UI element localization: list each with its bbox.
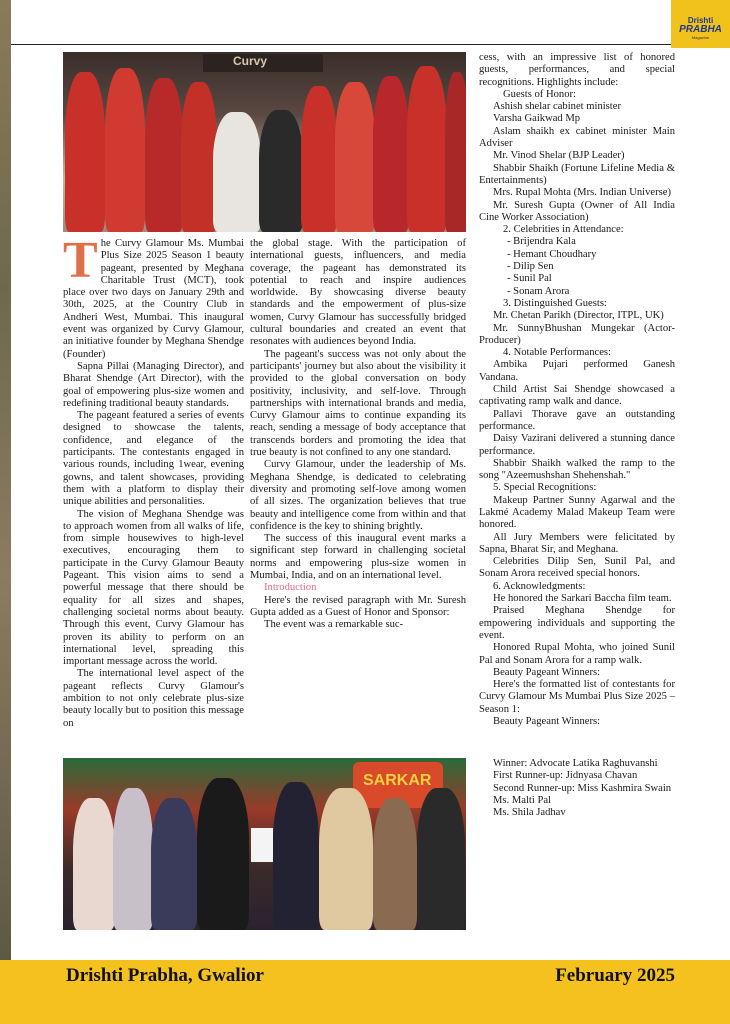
- highlight-line: Child Artist Sai Shendge showcased a captivating ramp walk and dance.: [479, 384, 675, 408]
- footer-date: February 2025: [555, 965, 675, 986]
- paragraph: The international level aspect of the pageant reflects Curvy Glamour's ambition to not only celebrate plus-size beauty locally but to position this message on: [63, 668, 244, 729]
- highlight-line: Beauty Pageant Winners:: [493, 666, 601, 678]
- highlight-line: - Hemant Choudhary: [507, 248, 597, 260]
- contestant-figure: [445, 72, 466, 232]
- event-group-photo: [63, 52, 466, 232]
- highlight-line: 3. Distinguished Guests:: [503, 297, 607, 309]
- highlight-line: Mr. Suresh Gupta (Owner of All India Cine Worker Association): [479, 199, 675, 223]
- logo-word-prabha: PRABHA: [679, 24, 722, 35]
- attendee-figure: [113, 788, 153, 930]
- logo-word-drishti: Drishti: [687, 16, 714, 25]
- section-heading-introduction: Introduction: [264, 582, 317, 594]
- contestant-figure: [65, 72, 105, 232]
- highlight-line: - Sonam Arora: [507, 285, 570, 297]
- highlight-line: - Brijendra Kala: [507, 236, 576, 248]
- footer-publication: Drishti Prabha, Gwalior: [66, 965, 264, 986]
- highlight-line: Beauty Pageant Winners:: [493, 716, 601, 728]
- attendee-figure: [319, 788, 373, 930]
- highlight-line: Honored Rupal Mohta, who joined Sunil Pal and Sonam Arora for a ramp walk.: [479, 642, 675, 666]
- attendee-figure: [197, 778, 249, 930]
- contestant-figure: [181, 82, 217, 232]
- paragraph: The pageant featured a series of events designed to showcase the talents, confidence, and elegance of the participants. The contestants engaged in various rounds, including 1wear, evening gowns, and talent showcases, providing them with a platform to display their unique abilities and personalities.: [63, 410, 244, 508]
- magazine-logo: [671, 0, 730, 48]
- attendee-figure: [417, 788, 465, 930]
- paragraph: Curvy Glamour, under the leadership of Ms. Meghana Shendge, is dedicated to celebrating diversity and promoting self-love among women of all sizes. The organization believes that true beauty and intelligence come from within and that confidence is the key to shining brightly.: [250, 459, 466, 532]
- attendee-figure: [273, 782, 319, 930]
- paragraph: The vision of Meghana Shendge was to approach women from all walks of life, from simple housewives to high-level executives, encouraging them to participate in the Curvy Glamour Beauty Pageant. This vision aims to send a powerful message that there should be equality for all sizes and shapes, challenging societal norms about beauty. Through this event, Curvy Glamour has proven its ability to perform on an international level, spreading this important message across the world.: [63, 508, 244, 668]
- attendee-figure: [151, 798, 197, 930]
- paragraph: Sapna Pillai (Managing Director), and Bharat Shendge (Art Director), with the goal of empowering plus-size women and redefining traditional beauty standards.: [63, 360, 244, 409]
- drop-cap: T: [63, 232, 98, 289]
- paragraph: The success of this inaugural event marks a significant step forward in challenging societal norms and empowering plus-size women in Mumbai, India, and on an international level.: [250, 533, 466, 582]
- stage-banner-text: Curvy: [233, 54, 268, 68]
- winner-line: Winner: Advocate Latika Raghuvanshi: [493, 758, 658, 769]
- highlight-line: Aslam shaikh ex cabinet minister Main Adviser: [479, 125, 675, 150]
- contestant-figure: [105, 68, 145, 232]
- highlight-line: - Sunil Pal: [507, 273, 552, 285]
- award-certificate: [251, 828, 273, 862]
- highlight-line: Varsha Gaikwad Mp: [493, 113, 581, 125]
- highlight-line: Guests of Honor:: [503, 88, 576, 100]
- highlight-line: cess, with an impressive list of honored guests, performances, and special recognitions. Highlights include:: [479, 52, 675, 88]
- contestant-figure: [301, 86, 337, 232]
- highlight-line: Mr. Vinod Shelar (BJP Leader): [493, 150, 625, 162]
- page-edge-photo-strip: [0, 0, 11, 960]
- header-rule: [11, 44, 671, 45]
- highlight-line: Shabbir Shaikh (Fortune Lifeline Media & Entertainments): [479, 162, 675, 186]
- highlight-line: Here's the formatted list of contestants for Curvy Glamour Ms Mumbai Plus Size 2025 – Season 1:: [479, 679, 675, 715]
- attendee-figure: [373, 798, 417, 930]
- paragraph: he Curvy Glamour Ms. Mumbai Plus Size 2025 Season 1 beauty pageant, presented by Meghana Charitable Trust (MCT), took place over two days on January 29th and 30th, 2025, at the Country Club in Andheri West, Mumbai. This inaugural event was organized by Curvy Glamour, an initiative founder by Meghana Shendge (Founder): [63, 238, 244, 360]
- highlight-line: Mr. SunnyBhushan Mungekar (Actor-Producer): [479, 322, 675, 346]
- contestant-figure: [145, 78, 183, 232]
- contestant-figure: [335, 82, 375, 232]
- highlight-line: Makeup Partner Sunny Agarwal and the Lakmé Academy Malad Makeup Team were honored.: [479, 494, 675, 531]
- paragraph: the global stage. With the participation of international guests, influencers, and media coverage, the pageant has demonstrated its potential to reach and inspire audiences worldwide. By showcasing diverse beauty standards and the empowerment of plus-size women, Curvy Glamour has successfully bridged cultural boundaries and created an event that resonates with audiences beyond India.: [250, 238, 466, 348]
- highlight-line: 5. Special Recognitions:: [493, 482, 597, 494]
- contestant-figure: [373, 76, 409, 232]
- highlight-line: Mr. Chetan Parikh (Director, ITPL, UK): [493, 310, 664, 322]
- article-column-1: [63, 232, 244, 730]
- winners-list: [479, 758, 675, 819]
- contestant-figure: [407, 66, 447, 232]
- highlight-line: Shabbir Shaikh walked the ramp to the song "Azeemushshan Shehenshah.": [479, 457, 675, 482]
- highlight-line: Praised Meghana Shendge for empowering individuals and supporting the event.: [479, 605, 675, 641]
- winner-line: Ms. Shila Jadhav: [493, 807, 566, 819]
- winner-line: Second Runner-up: Miss Kashmira Swain: [493, 782, 672, 794]
- highlight-line: He honored the Sarkari Baccha film team.: [493, 593, 672, 605]
- highlight-line: - Dilip Sen: [507, 261, 554, 273]
- logo-tagline: Magazine: [691, 35, 710, 40]
- attendee-figure: [73, 798, 115, 930]
- page-footer: [0, 960, 730, 1024]
- winner-line: First Runner-up: Jidnyasa Chavan: [493, 770, 638, 782]
- highlight-line: Mrs. Rupal Mohta (Mrs. Indian Universe): [493, 187, 672, 199]
- highlight-line: Daisy Vazirani delivered a stunning dance performance.: [479, 433, 675, 457]
- award-ceremony-photo: [63, 758, 466, 930]
- highlight-line: 4. Notable Performances:: [503, 347, 611, 359]
- highlight-line: Pallavi Thorave gave an outstanding performance.: [479, 408, 675, 432]
- paragraph: The event was a remarkable suc-: [264, 619, 404, 631]
- winner-white-gown: [213, 112, 261, 232]
- guest-figure: [259, 110, 303, 232]
- article-column-3: [479, 52, 675, 728]
- highlight-line: All Jury Members were felicitated by Sapna, Bharat Sir, and Meghana.: [479, 531, 675, 555]
- paragraph: The pageant's success was not only about the participants' journey but also about the visibility it provided to the global conversation on body positivity, inclusivity, and self-love. Through partnerships with international brands and media, Curvy Glamour aims to continue expanding its reach, sending a message of body acceptance that transcends borders and promoting the idea that true beauty is not confined to any one standard.: [250, 348, 466, 459]
- highlight-line: Ambika Pujari performed Ganesh Vandana.: [479, 359, 675, 383]
- highlight-line: Ashish shelar cabinet minister: [493, 101, 621, 113]
- winner-line: Ms. Malti Pal: [493, 794, 551, 806]
- paragraph: Here's the revised paragraph with Mr. Suresh Gupta added as a Guest of Honor and Sponsor:: [250, 594, 466, 618]
- highlight-line: Celebrities Dilip Sen, Sunil Pal, and Sonam Arora received special honors.: [479, 556, 675, 580]
- highlight-line: 6. Acknowledgments:: [493, 580, 586, 592]
- article-column-2: [250, 238, 466, 632]
- film-poster-text: SARKAR: [363, 772, 432, 789]
- highlight-line: 2. Celebrities in Attendance:: [503, 224, 624, 236]
